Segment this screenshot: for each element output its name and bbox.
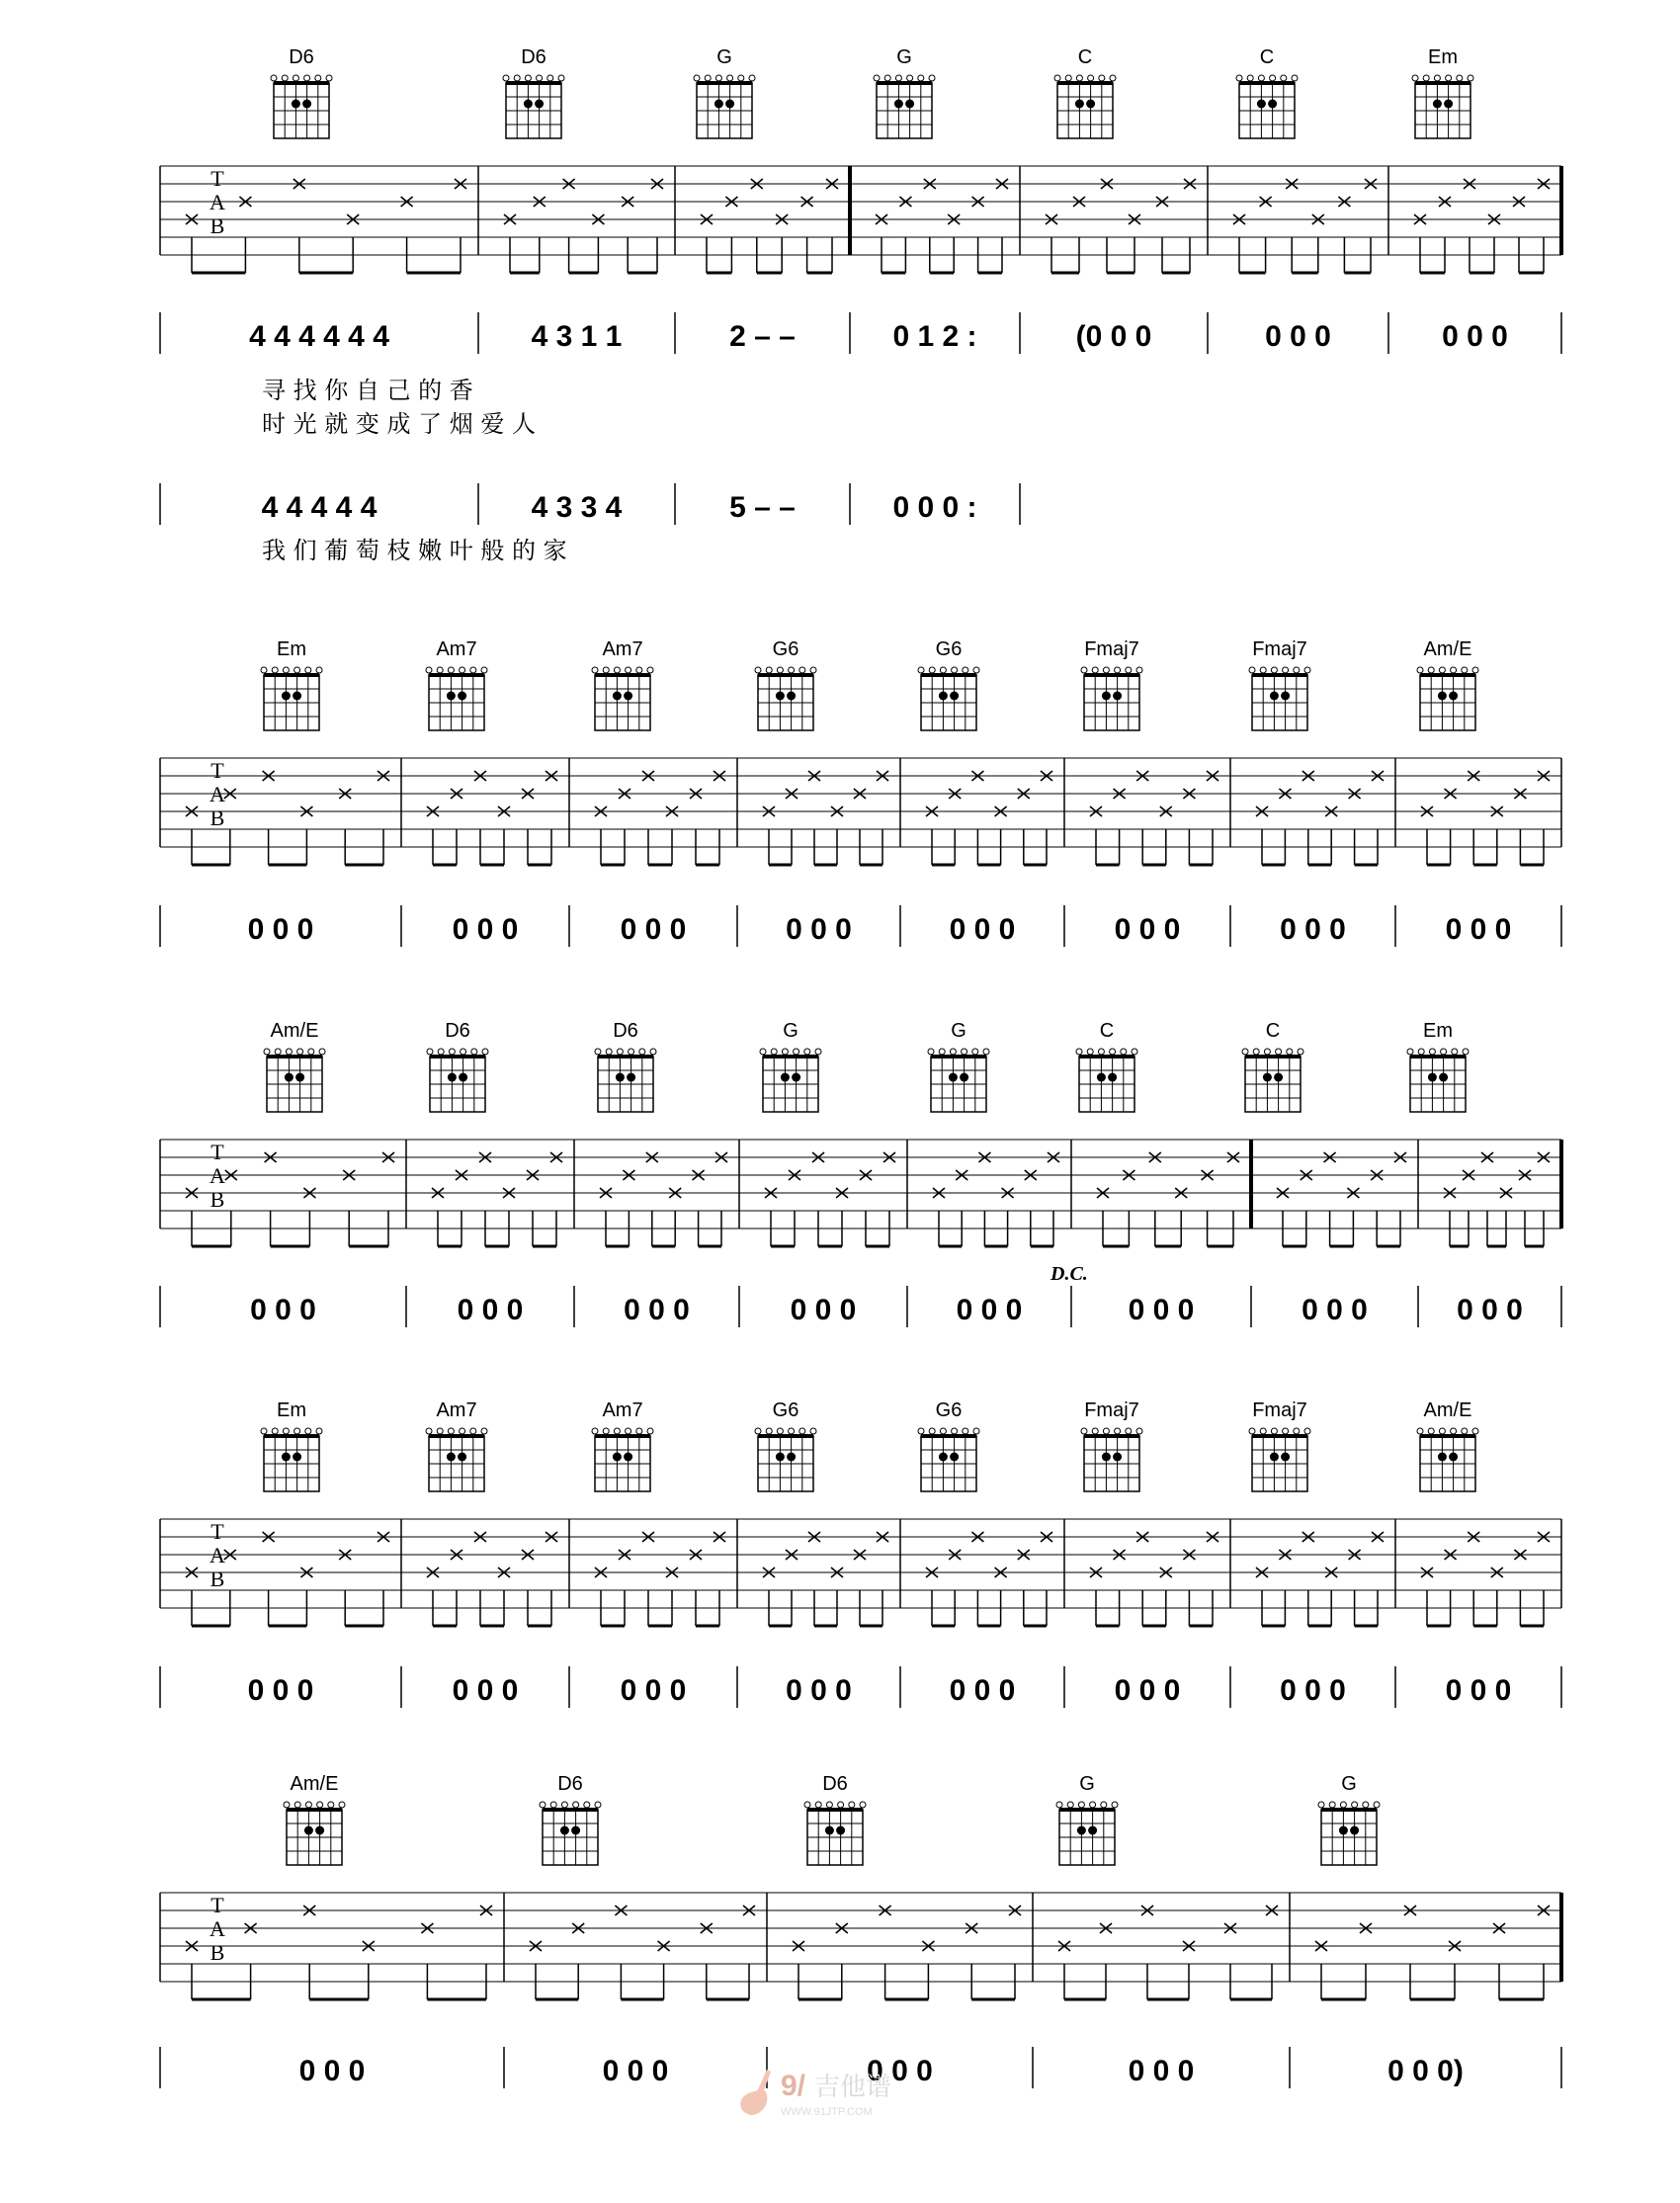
tab-staff: [160, 166, 1561, 273]
chord-2: [592, 638, 653, 730]
measure-notes: 0 0 0: [452, 913, 519, 946]
chord-diagram-icon: [1249, 667, 1310, 730]
tab-letter: T: [210, 1519, 224, 1544]
tab-system: [160, 46, 1561, 564]
chord-3: [755, 638, 816, 730]
strum-pattern: [595, 1532, 725, 1626]
strum-pattern: [1421, 771, 1550, 865]
chord-2: [592, 1399, 653, 1491]
chord-0: [261, 638, 322, 730]
chord-4: [918, 638, 979, 730]
chord-name: D6: [613, 1020, 638, 1042]
tab-letter: A: [210, 1916, 225, 1941]
tab-letter: T: [210, 1893, 224, 1917]
tab-staff: [160, 1519, 1561, 1626]
chord-diagram-icon: [1081, 1428, 1142, 1491]
measure-notes: 0 0 0: [624, 1294, 690, 1326]
chord-diagram-icon: [694, 75, 755, 138]
strum-pattern: [1444, 1152, 1550, 1246]
chord-diagram-icon: [760, 1049, 821, 1112]
chord-name: Fmaj7: [1252, 1399, 1307, 1421]
chord-4: [918, 1399, 979, 1491]
chord-diagram-icon: [1417, 667, 1478, 730]
chord-diagram-icon: [1318, 1802, 1380, 1865]
measure-notes: 0 0 0 :: [892, 491, 977, 524]
chord-name: G: [896, 46, 912, 68]
strum-pattern: [530, 1906, 755, 1999]
chord-1: [426, 1399, 487, 1491]
chord-name: G6: [935, 638, 963, 660]
chord-name: G: [716, 46, 732, 68]
chord-name: D6: [822, 1773, 848, 1795]
chord-name: Am7: [602, 1399, 643, 1421]
measure-notes: 0 0 0: [1302, 1294, 1368, 1326]
chord-6: [1242, 1020, 1303, 1112]
chord-6: [1249, 1399, 1310, 1491]
chord-7: [1407, 1020, 1469, 1112]
chord-diagram-icon: [592, 1428, 653, 1491]
chord-6: [1412, 46, 1473, 138]
measure-notes: 0 0 0: [1442, 320, 1508, 353]
chord-diagram-icon: [755, 1428, 816, 1491]
strum-pattern: [1315, 1906, 1550, 1999]
measure-notes: 0 0 0: [620, 913, 687, 946]
strum-pattern: [793, 1906, 1021, 1999]
measure-notes: 0 0 0: [452, 1674, 519, 1707]
strum-pattern: [763, 1532, 888, 1626]
chord-name: Em: [277, 1399, 306, 1421]
measure-notes: 0 0 0): [1387, 2055, 1464, 2087]
site-watermark: [731, 2064, 968, 2123]
tab-staff: [160, 1140, 1561, 1246]
chord-4: [1054, 46, 1116, 138]
chord-4: [1318, 1773, 1380, 1865]
chord-6: [1249, 638, 1310, 730]
measure-notes: 4 4 4 4 4 4: [249, 320, 389, 353]
strum-pattern: [1414, 179, 1550, 273]
chord-diagram-icon: [264, 1049, 325, 1112]
strum-pattern: [1090, 771, 1218, 865]
chord-name: Em: [277, 638, 306, 660]
chord-diagram-icon: [426, 667, 487, 730]
chord-diagram-icon: [427, 1049, 488, 1112]
measure-notes: 0 0 0: [786, 1674, 852, 1707]
chord-diagram-icon: [271, 75, 332, 138]
chord-name: G6: [935, 1399, 963, 1421]
chord-diagram-icon: [1054, 75, 1116, 138]
numbered-notation-row: [160, 1286, 1561, 1327]
strum-pattern: [876, 179, 1008, 273]
measure-notes: 0 0 0: [1128, 2055, 1195, 2087]
strum-pattern: [933, 1152, 1059, 1246]
chord-0: [261, 1399, 322, 1491]
chord-name: Am/E: [270, 1020, 319, 1042]
lyric-line: 时 光 就 变 成 了 烟 爱 人: [262, 410, 537, 438]
chord-diagram-icon: [540, 1802, 601, 1865]
chord-5: [1076, 1020, 1137, 1112]
measure-notes: 0 0 0: [1128, 1294, 1195, 1326]
lyric-line: 我 们 葡 萄 枝 嫩 叶 般 的 家: [262, 537, 567, 564]
chord-name: Am/E: [1423, 638, 1472, 660]
strum-pattern: [600, 1152, 727, 1246]
strum-pattern: [701, 179, 838, 273]
numbered-notation-row: [160, 312, 1561, 354]
chord-2: [804, 1773, 866, 1865]
tab-letter: A: [210, 1543, 225, 1568]
chord-diagram-icon: [261, 667, 322, 730]
measure-notes: 4 4 4 4 4: [261, 491, 378, 524]
chord-name: Em: [1423, 1020, 1453, 1042]
measure-notes: 0 1 2 :: [892, 320, 977, 353]
chord-name: Fmaj7: [1252, 638, 1307, 660]
chord-diagram-icon: [595, 1049, 656, 1112]
chord-diagram-icon: [918, 1428, 979, 1491]
measure-notes: 0 0 0: [602, 2055, 669, 2087]
strum-pattern: [432, 1152, 562, 1246]
tab-letter: B: [210, 1187, 225, 1212]
chord-1: [426, 638, 487, 730]
chord-name: Am/E: [290, 1773, 339, 1795]
measure-notes: 5 – –: [729, 491, 796, 524]
strum-pattern: [926, 771, 1052, 865]
chord-name: Em: [1428, 46, 1458, 68]
chord-diagram-icon: [503, 75, 564, 138]
chord-3: [1056, 1773, 1118, 1865]
strum-pattern: [504, 179, 663, 273]
chord-diagram-icon: [928, 1049, 989, 1112]
chord-diagram-icon: [284, 1802, 345, 1865]
svg-text:吉他谱: 吉他谱: [814, 2072, 892, 2101]
tab-letter: B: [210, 1940, 225, 1965]
numbered-notation-row: [160, 1666, 1561, 1708]
tab-letter: B: [210, 1567, 225, 1591]
measure-notes: 0 0 0: [1445, 913, 1512, 946]
measure-notes: 0 0 0: [1445, 1674, 1512, 1707]
chord-name: G: [1079, 1773, 1095, 1795]
chord-3: [755, 1399, 816, 1491]
chord-name: G6: [772, 1399, 799, 1421]
chord-3: [874, 46, 935, 138]
chord-name: Am7: [436, 1399, 477, 1421]
chord-name: G: [783, 1020, 798, 1042]
lyric-line: 寻 找 你 自 己 的 香: [262, 377, 473, 404]
measure-notes: 4 3 1 1: [531, 320, 623, 353]
strum-pattern: [186, 179, 466, 273]
strum-pattern: [186, 1906, 492, 1999]
chord-name: G: [1341, 1773, 1357, 1795]
tab-letter: B: [210, 805, 225, 830]
measure-notes: 0 0 0: [867, 2055, 933, 2087]
chord-0: [284, 1773, 345, 1865]
strum-pattern: [926, 1532, 1052, 1626]
chord-name: C: [1099, 1020, 1115, 1042]
strum-pattern: [1256, 771, 1384, 865]
strum-pattern: [1277, 1152, 1406, 1246]
tab-letter: T: [210, 758, 224, 783]
measure-notes: 0 0 0: [457, 1294, 524, 1326]
strum-pattern: [1058, 1906, 1278, 1999]
strum-pattern: [1046, 179, 1196, 273]
chord-4: [928, 1020, 989, 1112]
strum-pattern: [1256, 1532, 1384, 1626]
measure-notes: 0 0 0: [949, 913, 1016, 946]
chord-1: [427, 1020, 488, 1112]
chord-diagram-icon: [1417, 1428, 1478, 1491]
measure-notes: 4 3 3 4: [531, 491, 623, 524]
chord-5: [1081, 1399, 1142, 1491]
chord-diagram-icon: [1081, 667, 1142, 730]
chord-diagram-icon: [918, 667, 979, 730]
strum-pattern: [765, 1152, 895, 1246]
chord-diagram-icon: [1242, 1049, 1303, 1112]
chord-diagram-icon: [755, 667, 816, 730]
chord-name: C: [1259, 46, 1275, 68]
chord-0: [264, 1020, 325, 1112]
guitar-logo-icon: [731, 2064, 968, 2123]
chord-diagram-icon: [1249, 1428, 1310, 1491]
tab-system: [160, 638, 1561, 947]
measure-notes: 0 0 0: [250, 1294, 316, 1326]
chord-name: D6: [289, 46, 314, 68]
measure-notes: 0 0 0: [790, 1294, 857, 1326]
numbered-notation-row: [160, 905, 1561, 947]
strum-pattern: [1097, 1152, 1239, 1246]
tab-system: [160, 1399, 1561, 1708]
chord-0: [271, 46, 332, 138]
dc-mark: D.C.: [1050, 1263, 1088, 1285]
chord-diagram-icon: [1236, 75, 1298, 138]
tab-staff: [160, 758, 1561, 865]
strum-pattern: [1233, 179, 1377, 273]
chord-name: Fmaj7: [1084, 638, 1139, 660]
chord-diagram-icon: [1056, 1802, 1118, 1865]
numbered-notation-row: [160, 483, 1020, 525]
tab-letter: A: [210, 1163, 225, 1188]
measure-notes: 2 – –: [729, 320, 796, 353]
tab-letter: A: [210, 782, 225, 806]
chord-7: [1417, 1399, 1478, 1491]
chord-name: G6: [772, 638, 799, 660]
chord-1: [503, 46, 564, 138]
chord-name: Am7: [436, 638, 477, 660]
chord-diagram-icon: [261, 1428, 322, 1491]
chord-3: [760, 1020, 821, 1112]
measure-notes: 0 0 0: [620, 1674, 687, 1707]
measure-notes: 0 0 0: [1114, 1674, 1181, 1707]
measure-notes: 0 0 0: [1280, 913, 1346, 946]
svg-text:9/: 9/: [781, 2070, 806, 2102]
strum-pattern: [1090, 1532, 1218, 1626]
chord-diagram-icon: [804, 1802, 866, 1865]
measure-notes: 0 0 0: [1114, 913, 1181, 946]
strum-pattern: [763, 771, 888, 865]
measure-notes: 0 0 0: [1457, 1294, 1523, 1326]
measure-notes: 0 0 0: [949, 1674, 1016, 1707]
chord-diagram-icon: [592, 667, 653, 730]
chord-name: D6: [445, 1020, 470, 1042]
measure-notes: 0 0 0: [298, 2055, 366, 2087]
tab-system: [160, 1020, 1561, 1327]
chord-name: G: [951, 1020, 966, 1042]
chord-7: [1417, 638, 1478, 730]
tab-letter: T: [210, 166, 224, 191]
chord-diagram-icon: [426, 1428, 487, 1491]
chord-name: Am/E: [1423, 1399, 1472, 1421]
chord-name: C: [1265, 1020, 1281, 1042]
chord-name: Fmaj7: [1084, 1399, 1139, 1421]
measure-notes: 0 0 0: [786, 913, 852, 946]
chord-name: C: [1077, 46, 1093, 68]
tab-system: [160, 1773, 1561, 2088]
measure-notes: 0 0 0: [956, 1294, 1023, 1326]
chord-name: D6: [557, 1773, 583, 1795]
chord-name: Am7: [602, 638, 643, 660]
strum-pattern: [595, 771, 725, 865]
tab-letter: T: [210, 1140, 224, 1164]
measure-notes: 0 0 0: [247, 913, 314, 946]
chord-diagram-icon: [1407, 1049, 1469, 1112]
strum-pattern: [427, 1532, 557, 1626]
tab-letter: A: [210, 190, 225, 214]
chord-2: [595, 1020, 656, 1112]
measure-notes: 0 0 0: [1265, 320, 1331, 353]
tab-letter: B: [210, 213, 225, 238]
svg-text:WWW.91JTP.COM: WWW.91JTP.COM: [781, 2106, 873, 2118]
strum-pattern: [427, 771, 557, 865]
chord-diagram-icon: [1076, 1049, 1137, 1112]
measure-notes: 0 0 0: [1280, 1674, 1346, 1707]
strum-pattern: [1421, 1532, 1550, 1626]
chord-diagram-icon: [1412, 75, 1473, 138]
measure-notes: (0 0 0: [1075, 320, 1152, 353]
chord-1: [540, 1773, 601, 1865]
measure-notes: 0 0 0: [247, 1674, 314, 1707]
tab-staff: [160, 1893, 1561, 1999]
chord-name: D6: [521, 46, 546, 68]
chord-2: [694, 46, 755, 138]
chord-diagram-icon: [874, 75, 935, 138]
chord-5: [1236, 46, 1298, 138]
chord-5: [1081, 638, 1142, 730]
